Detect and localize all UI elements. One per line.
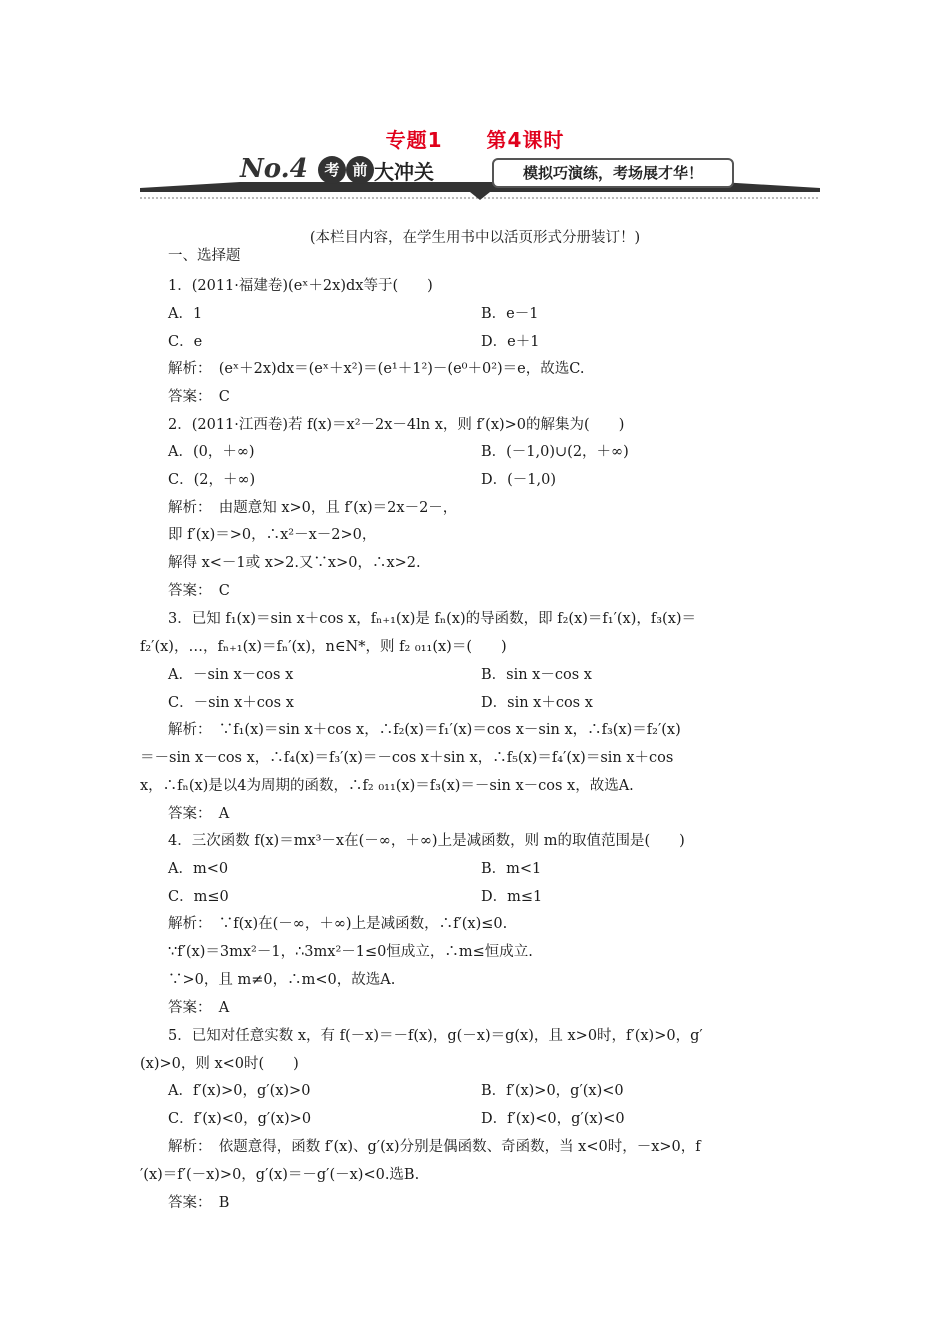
text-line: 2．(2011·江西卷)若 f(x)＝x²－2x－4ln x，则 f′(x)>0的解集为( ) bbox=[168, 417, 625, 433]
text-line: A．1 bbox=[168, 306, 203, 322]
text-line: 3．已知 f₁(x)＝sin x＋cos x，fₙ₊₁(x)是 fₙ(x)的导函数，即 f₂(x)＝f₁′(x)，f₃(x)＝ bbox=[168, 611, 697, 627]
text-line: 答案： C bbox=[168, 583, 230, 599]
section-heading: 一、选择题 bbox=[168, 248, 241, 264]
text-line: 答案： B bbox=[168, 1195, 230, 1211]
text-line: A．(0，＋∞) bbox=[168, 444, 255, 460]
text-line: 4．三次函数 f(x)＝mx³－x在(－∞，＋∞)上是减函数，则 m的取值范围是( ) bbox=[168, 833, 685, 849]
text-line: 答案： A bbox=[168, 806, 230, 822]
slogan-box: 模拟巧演练，考场展才华！ bbox=[492, 158, 734, 188]
text-line: B．sin x－cos x bbox=[481, 667, 592, 683]
text-line: ＝－sin x－cos x，∴f₄(x)＝f₃′(x)＝－cos x＋sin x，∴f₅(x)＝f₄′(x)＝sin x＋cos bbox=[140, 750, 674, 766]
text-line: ∵>0，且 m≠0，∴m<0，故选A. bbox=[168, 972, 396, 988]
text-line: 即 f′(x)＝>0，∴x²－x－2>0， bbox=[168, 527, 377, 543]
text-line: 5．已知对任意实数 x，有 f(－x)＝－f(x)，g(－x)＝g(x)，且 x>0时，f′(x)>0，g′ bbox=[168, 1028, 703, 1044]
text-line: B．m<1 bbox=[481, 861, 542, 877]
text-line: f₂′(x)，…，fₙ₊₁(x)＝fₙ′(x)，n∈N*，则 f₂ ₀₁₁(x)＝( ) bbox=[140, 639, 507, 655]
text-line: B．f′(x)>0，g′(x)<0 bbox=[481, 1083, 624, 1099]
topic-label: 专题1 bbox=[385, 128, 443, 152]
text-line: D．sin x＋cos x bbox=[481, 695, 593, 711]
text-line: B．(－1,0)∪(2，＋∞) bbox=[481, 444, 629, 460]
text-line: x，∴fₙ(x)是以4为周期的函数，∴f₂ ₀₁₁(x)＝f₃(x)＝－sin x－cos x，故选A. bbox=[140, 778, 634, 794]
text-line: C．m≤0 bbox=[168, 889, 229, 905]
text-line: D．f′(x)<0，g′(x)<0 bbox=[481, 1111, 625, 1127]
text-line: D．(－1,0) bbox=[481, 472, 556, 488]
text-line: C．(2，＋∞) bbox=[168, 472, 256, 488]
text-line: 答案： C bbox=[168, 389, 230, 405]
lesson-label: 第4课时 bbox=[486, 128, 565, 152]
text-line: 解析： 依题意得，函数 f′(x)、g′(x)分别是偶函数、奇函数，当 x<0时，－x>0，f bbox=[168, 1139, 701, 1155]
text-line: A．－sin x－cos x bbox=[168, 667, 294, 683]
text-line: 解析： (eˣ＋2x)dx＝(eˣ＋x²)＝(e¹＋1²)－(e⁰＋0²)＝e，故选C. bbox=[168, 361, 585, 377]
text-line: (x)>0，则 x<0时( ) bbox=[140, 1056, 299, 1072]
text-line: A．m<0 bbox=[168, 861, 229, 877]
text-line: D．e＋1 bbox=[481, 334, 540, 350]
text-line: C．－sin x＋cos x bbox=[168, 695, 294, 711]
text-line: 解得 x<－1或 x>2.又∵x>0，∴x>2. bbox=[168, 555, 421, 571]
badge-qian: 前 bbox=[346, 156, 374, 184]
text-line: ′(x)＝f′(－x)>0，g′(x)＝－g′(－x)<0.选B. bbox=[140, 1167, 420, 1183]
text-line: ∵f′(x)＝3mx²－1，∴3mx²－1≤0恒成立，∴m≤恒成立. bbox=[168, 944, 533, 960]
brand-logo: No.4 bbox=[240, 154, 308, 184]
badge-kao: 考 bbox=[318, 156, 346, 184]
text-line: 解析： ∵f(x)在(－∞，＋∞)上是减函数，∴f′(x)≤0. bbox=[168, 916, 508, 932]
text-line: C．f′(x)<0，g′(x)>0 bbox=[168, 1111, 312, 1127]
text-line: 解析： ∵f₁(x)＝sin x＋cos x，∴f₂(x)＝f₁′(x)＝cos x－sin x，∴f₃(x)＝f₂′(x) bbox=[168, 722, 681, 738]
text-line: 解析： 由题意知 x>0，且 f′(x)＝2x－2－， bbox=[168, 500, 458, 516]
text-line: C．e bbox=[168, 334, 203, 350]
text-line: A．f′(x)>0，g′(x)>0 bbox=[168, 1083, 311, 1099]
text-line: 答案： A bbox=[168, 1000, 230, 1016]
banner-word: 大冲关 bbox=[374, 160, 434, 184]
page-title bbox=[0, 124, 950, 153]
text-line: B．e－1 bbox=[481, 306, 539, 322]
text-line: 1．(2011·福建卷)(eˣ＋2x)dx等于( ) bbox=[168, 278, 433, 294]
text-line: D．m≤1 bbox=[481, 889, 543, 905]
binding-notice: (本栏目内容，在学生用书中以活页形式分册装订！) bbox=[309, 230, 641, 246]
